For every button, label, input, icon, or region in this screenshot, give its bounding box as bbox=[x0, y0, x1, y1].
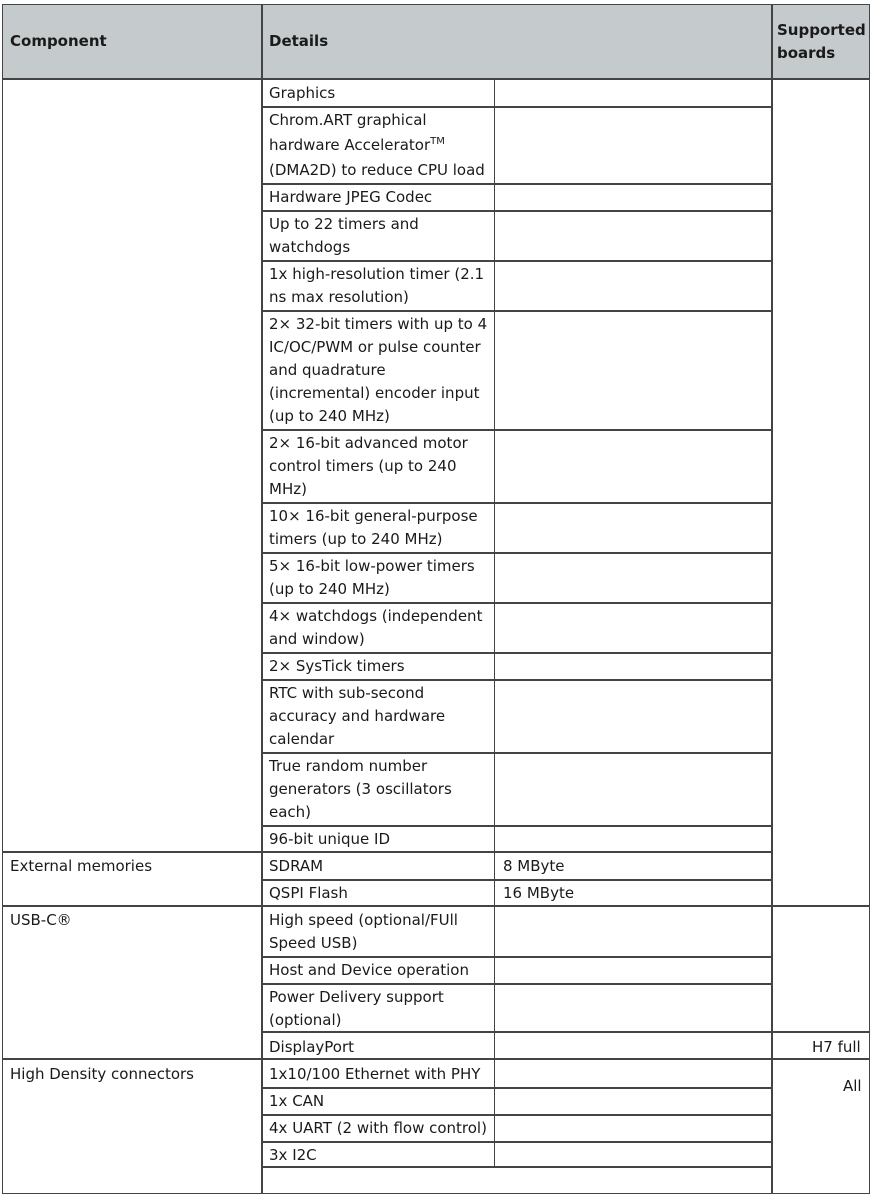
row-divider bbox=[262, 106, 771, 108]
row-divider bbox=[262, 210, 771, 212]
row-divider bbox=[262, 956, 771, 958]
row-divider bbox=[262, 1087, 771, 1089]
header-cell-supported bbox=[771, 4, 870, 78]
row-divider bbox=[262, 502, 771, 504]
group-divider bbox=[2, 1058, 870, 1060]
row-divider bbox=[262, 1166, 771, 1168]
value-sdram: 8 MByte bbox=[503, 857, 565, 875]
row-divider bbox=[262, 1114, 771, 1116]
row-divider bbox=[262, 310, 771, 312]
detail-graphics: Graphics bbox=[269, 84, 336, 102]
row-divider bbox=[262, 429, 771, 431]
detail-sdram: SDRAM bbox=[269, 857, 324, 875]
row-divider bbox=[262, 825, 771, 827]
detail-rng: True random number generators (3 oscillators each) bbox=[269, 757, 452, 821]
value-qspi-flash: 16 MByte bbox=[503, 884, 575, 902]
detail-uart: 4x UART (2 with flow control) bbox=[269, 1119, 487, 1137]
detail-watchdogs: 4× watchdogs (independent and window) bbox=[269, 607, 483, 648]
trademark-sup: TM bbox=[430, 136, 445, 147]
detail-rtc: RTC with sub-second accuracy and hardware calendar bbox=[269, 684, 446, 748]
row-divider bbox=[262, 983, 771, 985]
row-divider bbox=[262, 552, 771, 554]
detail-qspi-flash: QSPI Flash bbox=[269, 884, 348, 902]
detail-chromart-line1: Chrom.ART graphical bbox=[269, 111, 427, 129]
detail-can: 1x CAN bbox=[269, 1092, 325, 1110]
detail-power-delivery: Power Delivery support (optional) bbox=[269, 988, 444, 1029]
row-divider bbox=[262, 752, 771, 754]
detail-displayport: DisplayPort bbox=[269, 1038, 355, 1056]
detail-general-purpose-timers: 10× 16-bit general-purpose timers (up to 240 MHz) bbox=[269, 507, 478, 548]
header-component: Component bbox=[10, 32, 107, 50]
board-all: All bbox=[843, 1077, 862, 1095]
board-h7-full: H7 full bbox=[812, 1038, 861, 1056]
detail-high-res-timer: 1x high-resolution timer (2.1 ns max resolution) bbox=[269, 265, 485, 306]
row-divider bbox=[262, 879, 771, 881]
detail-usb-high-speed: High speed (optional/FUll Speed USB) bbox=[269, 911, 458, 952]
table-border-right bbox=[869, 4, 870, 1194]
detail-advanced-motor-timers: 2× 16-bit advanced motor control timers (up to 240 MHz) bbox=[269, 434, 468, 498]
row-divider bbox=[262, 652, 771, 654]
header-supported-line1: Supported bbox=[777, 21, 866, 39]
row-divider bbox=[262, 260, 771, 262]
detail-i2c: 3x I2C bbox=[269, 1146, 317, 1164]
table-border-left bbox=[2, 4, 3, 1194]
group-divider bbox=[2, 905, 870, 907]
detail-ethernet: 1x10/100 Ethernet with PHY bbox=[269, 1065, 481, 1083]
header-divider bbox=[2, 78, 870, 80]
detail-low-power-timers: 5× 16-bit low-power timers (up to 240 MHz) bbox=[269, 557, 475, 598]
table-border-bottom bbox=[2, 1193, 870, 1194]
row-divider bbox=[262, 602, 771, 604]
detail-chromart-line3: (DMA2D) to reduce CPU load bbox=[269, 161, 485, 179]
detail-chromart-line2-text: hardware Accelerator bbox=[269, 136, 431, 154]
component-high-density: High Density connectors bbox=[10, 1065, 194, 1083]
header-cell-details bbox=[262, 4, 771, 78]
row-divider bbox=[262, 1031, 870, 1033]
row-divider bbox=[262, 1141, 771, 1143]
detail-systick-timers: 2× SysTick timers bbox=[269, 657, 405, 675]
detail-32bit-timers: 2× 32-bit timers with up to 4 IC/OC/PWM or pulse counter and quadrature (incremental) encoder input (up to 240 MHz) bbox=[269, 315, 488, 425]
detail-chromart-line2 bbox=[269, 134, 445, 157]
component-external-memories: External memories bbox=[10, 857, 153, 875]
header-details: Details bbox=[269, 32, 329, 50]
table-border-top bbox=[2, 4, 870, 5]
component-usbc: USB-C® bbox=[10, 911, 72, 929]
header-supported-line2: boards bbox=[777, 44, 836, 62]
row-divider bbox=[262, 183, 771, 185]
column-divider-2 bbox=[494, 80, 495, 1168]
group-divider bbox=[2, 851, 771, 853]
column-divider-3 bbox=[771, 4, 773, 1194]
detail-unique-id: 96-bit unique ID bbox=[269, 830, 391, 848]
detail-host-device: Host and Device operation bbox=[269, 961, 469, 979]
detail-jpeg-codec: Hardware JPEG Codec bbox=[269, 188, 433, 206]
detail-timers-watchdogs: Up to 22 timers and watchdogs bbox=[269, 215, 419, 256]
row-divider bbox=[262, 679, 771, 681]
